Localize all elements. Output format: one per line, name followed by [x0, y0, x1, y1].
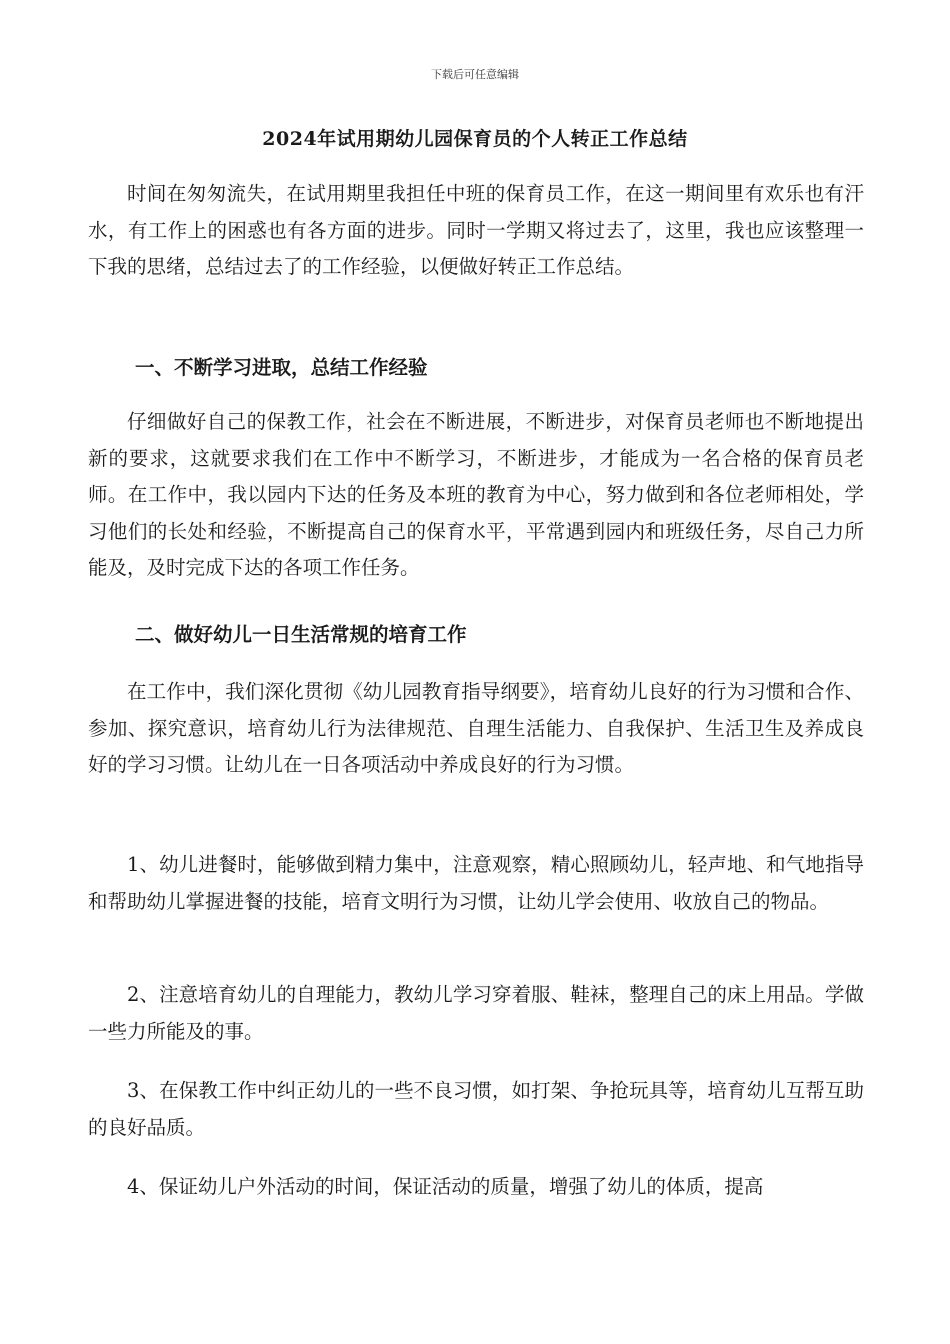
- section-1-paragraph: 仔细做好自己的保教工作，社会在不断进展，不断进步，对保育员老师也不断地提出新的要求，这就要求我们在工作中不断学习，不断进步，才能成为一名合格的保育员老师。在工作中，我以园内下达的任务及本班的教育为中心，努力做到和各位老师相处，学习他们的长处和经验，不断提高自己的保育水平，平常遇到园内和班级任务，尽自己力所能及，及时完成下达的各项工作任务。: [88, 410, 864, 579]
- list-item-3: 3、在保教工作中纠正幼儿的一些不良习惯，如打架、争抢玩具等，培育幼儿互帮互助的良好品质。: [88, 1079, 864, 1139]
- section-2-paragraph: 在工作中，我们深化贯彻《幼儿园教育指导纲要》，培育幼儿良好的行为习惯和合作、参加、探究意识，培育幼儿行为法律规范、自理生活能力、自我保护、生活卫生及养成良好的学习习惯。让幼儿在一日各项活动中养成良好的行为习惯。: [88, 680, 864, 776]
- section-2-heading: 二、做好幼儿一日生活常规的培育工作: [135, 623, 467, 646]
- intro-paragraph: 时间在匆匆流失，在试用期里我担任中班的保育员工作，在这一期间里有欢乐也有汗水，有工作上的困惑也有各方面的进步。同时一学期又将过去了，这里，我也应该整理一下我的思绪，总结过去了的工作经验，以便做好转正工作总结。: [88, 182, 864, 278]
- header-note: 下载后可任意编辑: [431, 68, 519, 81]
- document-title: 2024年试用期幼儿园保育员的个人转正工作总结: [262, 128, 688, 150]
- list-item-2: 2、注意培育幼儿的自理能力，教幼儿学习穿着服、鞋袜，整理自己的床上用品。学做一些力所能及的事。: [88, 983, 864, 1043]
- list-item-1: 1、幼儿进餐时，能够做到精力集中，注意观察，精心照顾幼儿，轻声地、和气地指导和帮助幼儿掌握进餐的技能，培育文明行为习惯，让幼儿学会使用、收放自己的物品。: [88, 853, 864, 913]
- list-item-4: 4、保证幼儿户外活动的时间，保证活动的质量，增强了幼儿的体质，提高: [127, 1175, 764, 1198]
- section-1-heading: 一、不断学习进取，总结工作经验: [135, 356, 428, 379]
